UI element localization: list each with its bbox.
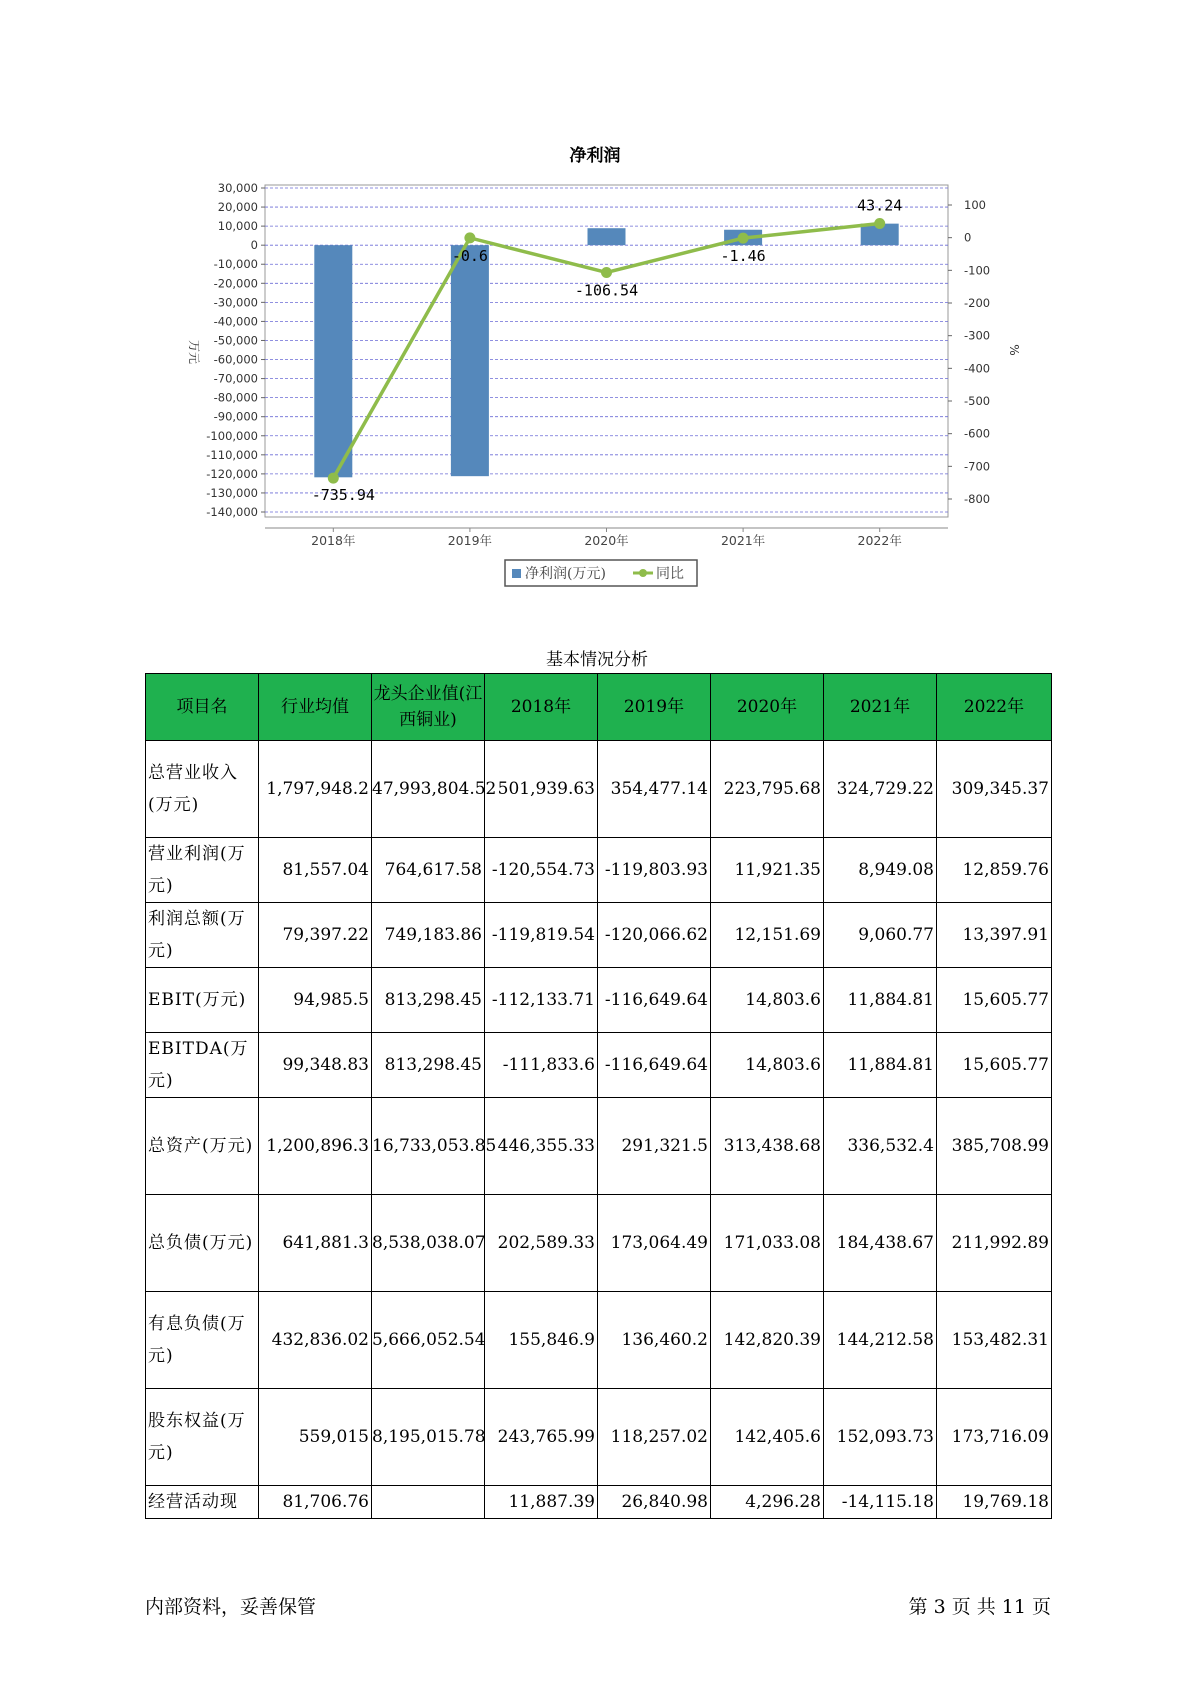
table-title: 基本情况分析 [546,650,648,670]
cell-y2022: 153,482.31 [937,1292,1052,1389]
right-tick-label: 100 [964,198,986,212]
cell-y2021: 184,438.67 [824,1195,937,1292]
cell-y2020: 223,795.68 [711,741,824,838]
left-tick-label: 30,000 [217,181,258,195]
table-row [146,1098,1052,1195]
x-tick-label: 2019年 [447,533,493,548]
x-tick-label: 2018年 [311,533,356,548]
cell-leader: 47,993,804.52 [372,741,485,838]
data-label-yoy: 43.24 [857,196,903,215]
left-tick-label: -70,000 [213,371,258,386]
cell-y2022: 15,605.77 [937,968,1052,1033]
cell-y2020: 14,803.6 [711,1033,824,1098]
cell-y2019: 291,321.5 [598,1098,711,1195]
cell-avg: 559,015 [259,1389,372,1486]
basic-analysis-table [145,673,1052,1519]
right-tick-label: 0 [964,230,972,245]
cell-y2019: -119,803.93 [598,838,711,903]
table-row [146,968,1052,1033]
cell-y2021: 152,093.73 [824,1389,937,1486]
cell-avg: 432,836.02 [259,1292,372,1389]
cell-avg: 1,797,948.2 [259,741,372,838]
cell-avg: 79,397.22 [259,903,372,968]
cell-avg: 99,348.83 [259,1033,372,1098]
cell-y2019: 26,840.98 [598,1486,711,1519]
cell-leader: 813,298.45 [372,968,485,1033]
right-tick-label: -500 [964,394,991,408]
cell-y2019: -116,649.64 [598,1033,711,1098]
left-tick-label: -90,000 [213,409,258,424]
left-tick-label: -100,000 [206,428,258,443]
cell-y2022: 15,605.77 [937,1033,1052,1098]
footer-confidential: 内部资料，妥善保管 [145,1596,317,1618]
cell-y2021: -14,115.18 [824,1486,937,1519]
left-tick-label: -130,000 [206,485,258,500]
cell-y2019: 354,477.14 [598,741,711,838]
right-tick-label: -400 [964,361,991,376]
left-tick-label: -40,000 [213,314,258,329]
cell-leader: 16,733,053.85 [372,1098,485,1195]
cell-y2021: 9,060.77 [824,903,937,968]
cell-y2018: 243,765.99 [485,1389,598,1486]
right-axis-label: % [1007,344,1021,356]
chart-title: 净利润 [569,146,621,166]
left-tick-label: 10,000 [217,219,258,234]
cell-name: 总负债(万元) [146,1195,259,1292]
x-tick-label: 2021年 [720,533,766,548]
left-tick-label: -50,000 [213,333,258,348]
left-tick-label: -10,000 [213,257,258,272]
cell-y2018: 501,939.63 [485,741,598,838]
cell-name: 总资产(万元) [146,1098,259,1195]
right-tick-label: -300 [964,328,991,343]
bar-net-profit [314,245,352,477]
x-tick-label: 2020年 [584,533,629,548]
cell-y2021: 11,884.81 [824,968,937,1033]
cell-y2021: 144,212.58 [824,1292,937,1389]
point-yoy [601,267,612,278]
cell-name: 有息负债(万元) [146,1292,259,1389]
cell-y2018: -120,554.73 [485,838,598,903]
cell-y2020: 313,438.68 [711,1098,824,1195]
cell-y2022: 173,716.09 [937,1389,1052,1486]
left-tick-label: -120,000 [206,466,258,481]
cell-leader: 8,538,038.07 [372,1195,485,1292]
cell-y2022: 19,769.18 [937,1486,1052,1519]
right-tick-label: -200 [964,296,991,310]
legend-label-net-profit: 净利润(万元) [525,566,606,582]
cell-leader [372,1486,485,1519]
header-2019: 2019年 [598,674,711,741]
table-row [146,1195,1052,1292]
cell-avg: 81,706.76 [259,1486,372,1519]
header-leader-value: 龙头企业值(江西铜业) [372,674,485,741]
cell-y2019: 136,460.2 [598,1292,711,1389]
cell-name: EBIT(万元) [146,968,259,1033]
cell-y2018: 202,589.33 [485,1195,598,1292]
cell-name: 经营活动现 [146,1486,259,1519]
cell-avg: 1,200,896.3 [259,1098,372,1195]
cell-name: 股东权益(万元) [146,1389,259,1486]
cell-avg: 641,881.3 [259,1195,372,1292]
cell-y2021: 11,884.81 [824,1033,937,1098]
legend-swatch-net-profit [512,569,521,578]
right-tick-label: -800 [964,492,991,506]
cell-leader: 764,617.58 [372,838,485,903]
data-label-yoy: -0.6 [451,246,488,265]
table-row [146,1486,1052,1519]
cell-avg: 81,557.04 [259,838,372,903]
footer-page-number: 第 3 页 共 11 页 [908,1596,1051,1618]
cell-name: 总营业收入(万元) [146,741,259,838]
cell-leader: 813,298.45 [372,1033,485,1098]
net-profit-chart [0,0,1191,620]
data-label-yoy: -106.54 [574,281,639,300]
left-tick-label: -140,000 [206,505,258,519]
table-row [146,1389,1052,1486]
legend-swatch-point [639,569,647,577]
x-tick-label: 2022年 [857,533,902,548]
right-tick-label: -100 [964,263,991,278]
cell-y2022: 12,859.76 [937,838,1052,903]
left-tick-label: -30,000 [213,295,258,310]
cell-leader: 749,183.86 [372,903,485,968]
table-row [146,903,1052,968]
cell-y2018: -111,833.6 [485,1033,598,1098]
right-tick-label: -700 [964,459,991,474]
cell-leader: 5,666,052.54 [372,1292,485,1389]
cell-y2019: 173,064.49 [598,1195,711,1292]
point-yoy [874,218,885,229]
cell-avg: 94,985.5 [259,968,372,1033]
table-header-row [146,674,1052,741]
cell-y2021: 8,949.08 [824,838,937,903]
cell-y2018: 11,887.39 [485,1486,598,1519]
cell-y2019: -120,066.62 [598,903,711,968]
header-2018: 2018年 [485,674,598,741]
left-tick-label: -80,000 [213,390,258,405]
cell-y2022: 309,345.37 [937,741,1052,838]
cell-name: 利润总额(万元) [146,903,259,968]
left-tick-label: -110,000 [206,447,258,462]
cell-y2022: 385,708.99 [937,1098,1052,1195]
cell-y2019: 118,257.02 [598,1389,711,1486]
cell-y2022: 13,397.91 [937,903,1052,968]
cell-y2020: 142,820.39 [711,1292,824,1389]
header-2022: 2022年 [937,674,1052,741]
left-tick-label: 0 [250,238,258,253]
cell-y2020: 171,033.08 [711,1195,824,1292]
cell-name: EBITDA(万元) [146,1033,259,1098]
header-industry-avg: 行业均值 [259,674,372,741]
table-row [146,1033,1052,1098]
bar-net-profit [451,245,489,476]
cell-y2020: 142,405.6 [711,1389,824,1486]
point-yoy [328,473,339,484]
point-yoy [464,232,475,243]
cell-y2020: 14,803.6 [711,968,824,1033]
data-label-yoy: -735.94 [311,486,375,505]
cell-y2020: 11,921.35 [711,838,824,903]
cell-y2021: 324,729.22 [824,741,937,838]
table-row [146,838,1052,903]
header-item-name: 项目名 [146,674,259,741]
left-tick-label: -60,000 [213,352,258,367]
cell-y2019: -116,649.64 [598,968,711,1033]
cell-y2020: 12,151.69 [711,903,824,968]
bar-net-profit [588,228,626,245]
cell-y2020: 4,296.28 [711,1486,824,1519]
table-row [146,1292,1052,1389]
data-label-yoy: -1.46 [720,247,766,266]
legend-label-yoy: 同比 [656,566,684,582]
cell-y2018: -119,819.54 [485,903,598,968]
left-tick-label: 20,000 [217,200,258,215]
point-yoy [738,233,749,244]
cell-y2018: 155,846.9 [485,1292,598,1389]
cell-y2021: 336,532.4 [824,1098,937,1195]
header-2020: 2020年 [711,674,824,741]
cell-y2018: -112,133.71 [485,968,598,1033]
right-tick-label: -600 [964,426,991,441]
cell-y2018: 446,355.33 [485,1098,598,1195]
header-2021: 2021年 [824,674,937,741]
cell-leader: 8,195,015.78 [372,1389,485,1486]
left-tick-label: -20,000 [213,276,258,291]
cell-name: 营业利润(万元) [146,838,259,903]
left-axis-label: 万元 [187,339,201,365]
table-row [146,741,1052,838]
cell-y2022: 211,992.89 [937,1195,1052,1292]
